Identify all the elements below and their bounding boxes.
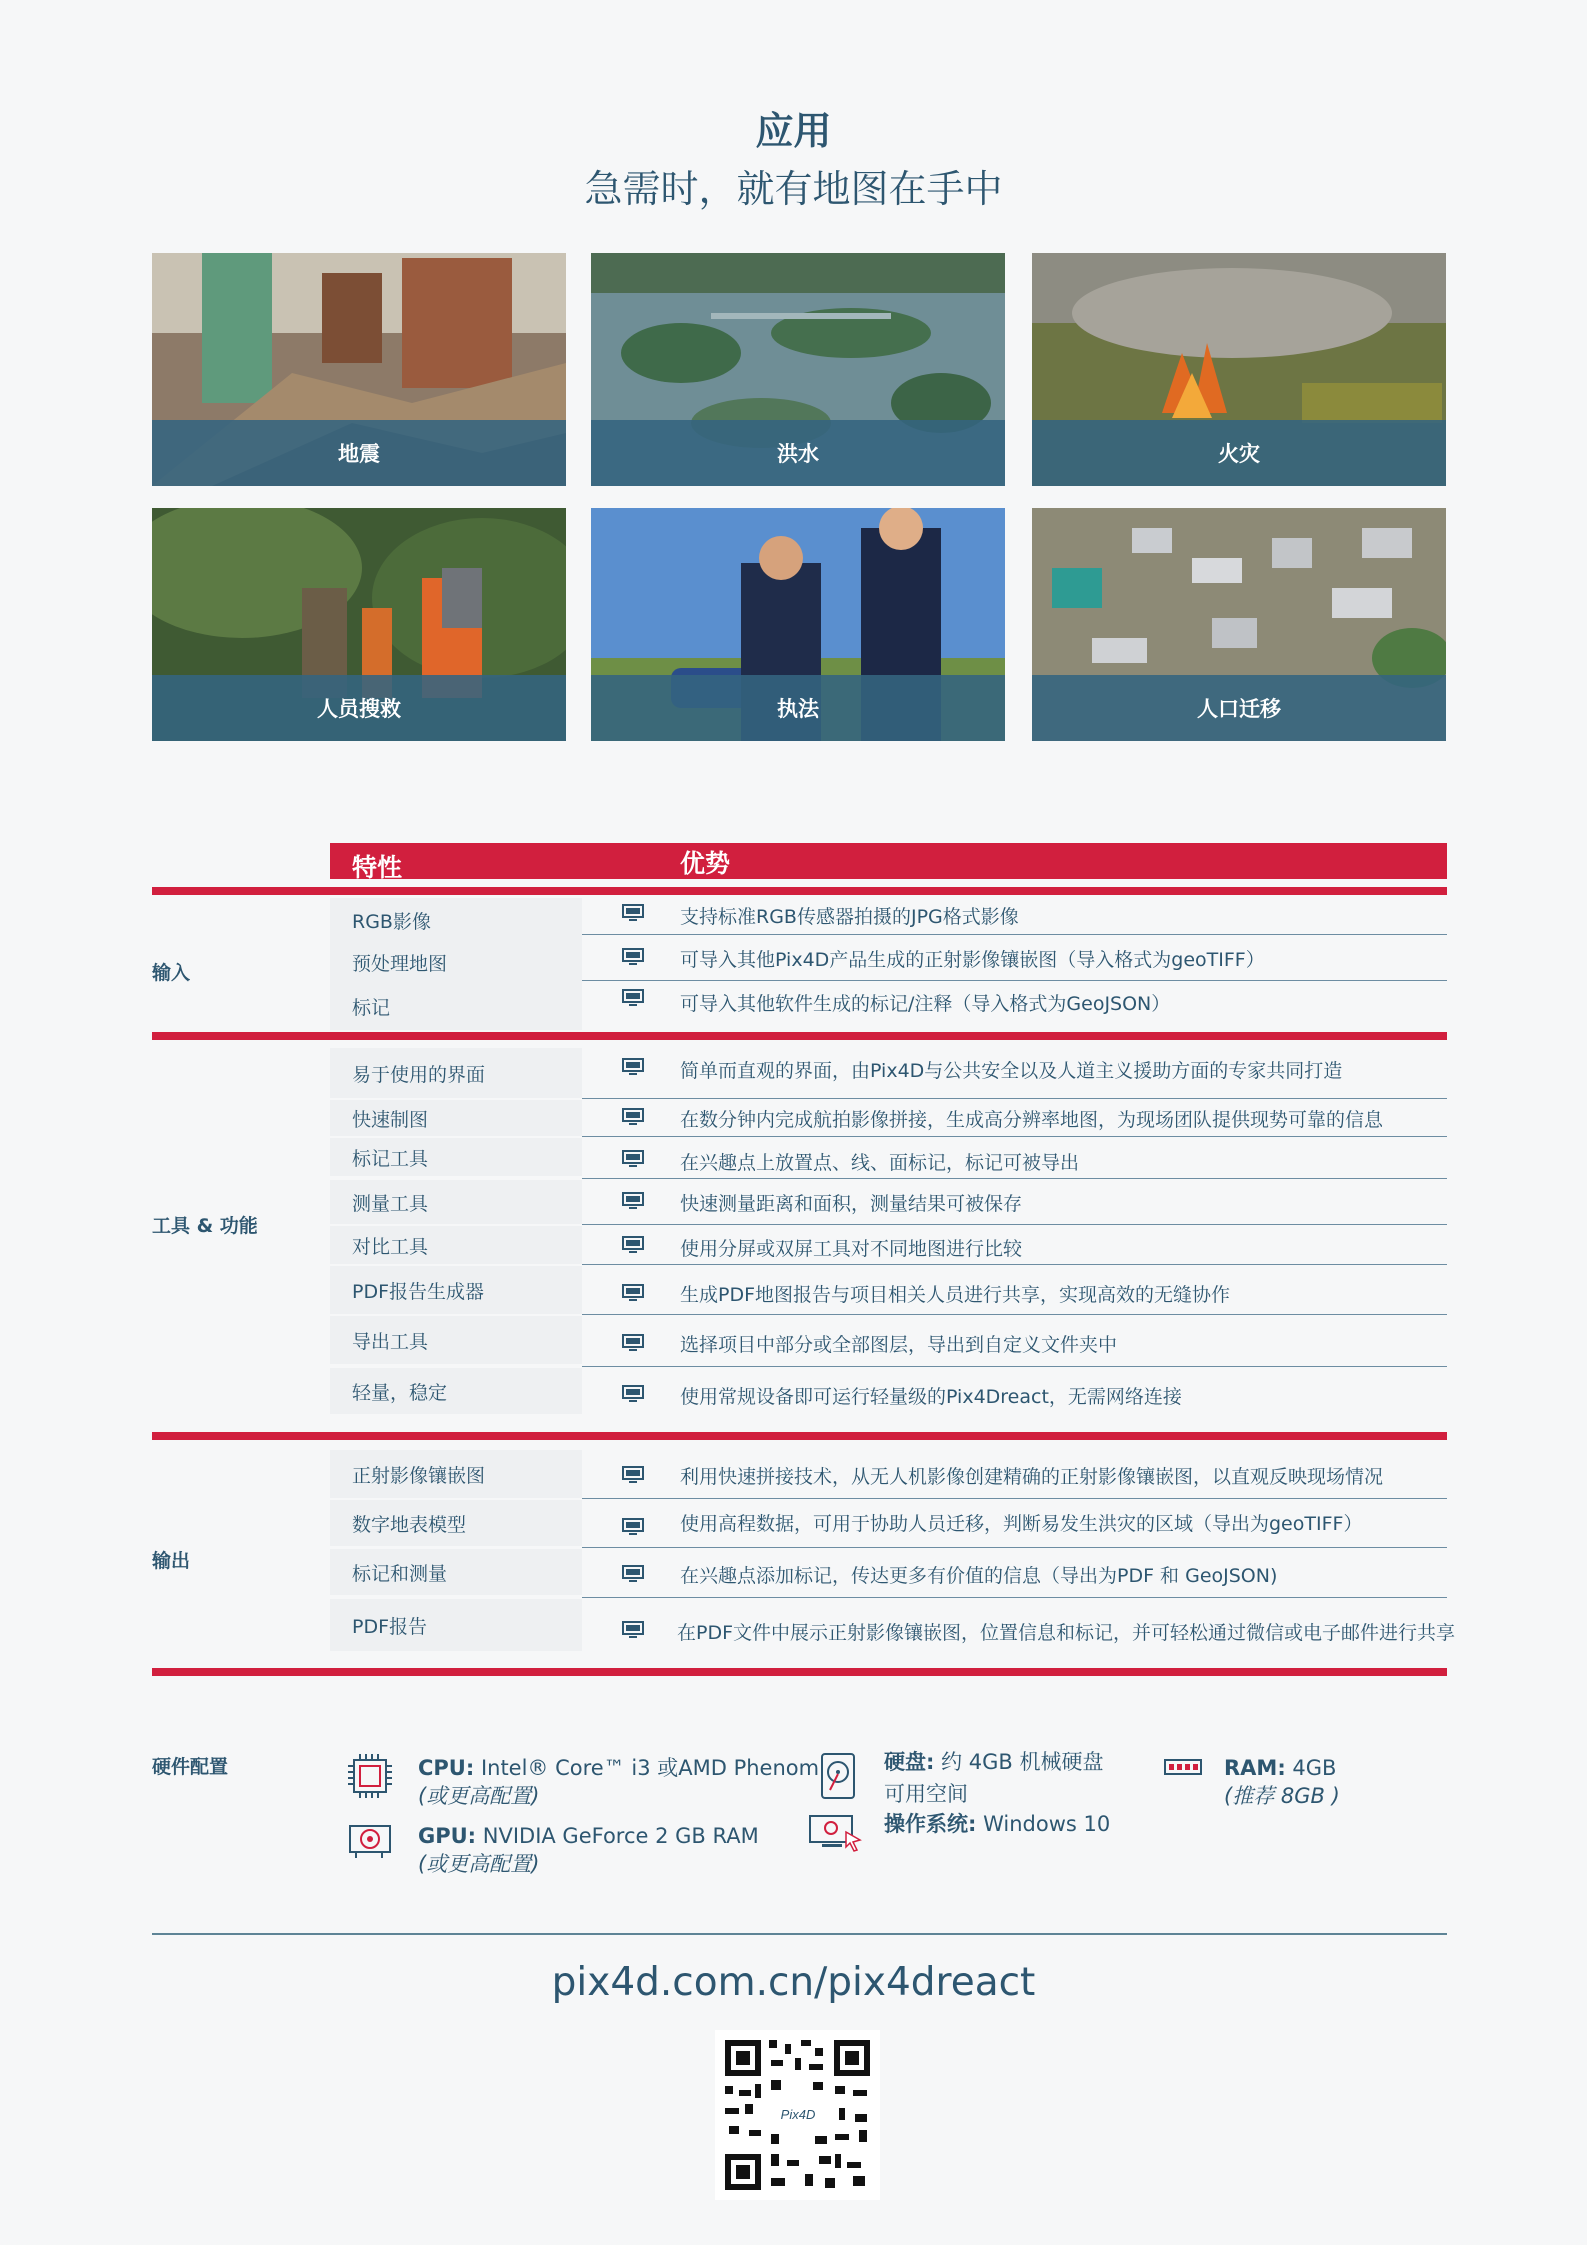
divider — [152, 1032, 1447, 1040]
gpu-note: (或更高配置) — [418, 1852, 540, 1876]
column-header-feature: 特性 — [352, 853, 403, 882]
advantage-cell: 可导入其他软件生成的标记/注释（导入格式为GeoJSON） — [680, 993, 1171, 1015]
table-row — [330, 1450, 1447, 1498]
feature-cell: 对比工具 — [330, 1226, 582, 1264]
feature-cell: 标记和测量 — [330, 1549, 582, 1595]
monitor-icon — [622, 1621, 644, 1641]
advantage-cell: 在兴趣点上放置点、线、面标记，标记可被导出 — [680, 1152, 1080, 1174]
application-tile-law-enforcement — [591, 508, 1005, 741]
page-title: 应用 — [755, 109, 832, 153]
group-label-input: 输入 — [152, 962, 191, 984]
hard-disk-icon — [818, 1752, 858, 1802]
application-tile-migration — [1032, 508, 1446, 741]
os-value: Windows 10 — [976, 1812, 1111, 1836]
feature-cell: 标记工具 — [330, 1138, 582, 1176]
advantage-cell: 可导入其他Pix4D产品生成的正射影像镶嵌图（导入格式为geoTIFF） — [680, 949, 1265, 971]
monitor-icon — [622, 1108, 644, 1128]
table-row — [330, 1368, 1447, 1414]
monitor-icon — [622, 1565, 644, 1585]
monitor-icon — [622, 948, 644, 968]
monitor-icon — [622, 1284, 644, 1304]
advantage-cell: 使用高程数据，可用于协助人员迁移，判断易发生洪灾的区域（导出为geoTIFF） — [680, 1513, 1363, 1535]
os-key: 操作系统: — [884, 1812, 977, 1836]
cpu-spec — [418, 1754, 819, 1810]
monitor-icon — [622, 1334, 644, 1354]
advantage-cell: 快速测量距离和面积，测量结果可被保存 — [680, 1193, 1023, 1215]
row-divider — [582, 934, 1447, 935]
row-divider — [582, 1597, 1447, 1598]
application-tile-earthquake — [152, 253, 566, 486]
feature-cell: PDF报告生成器 — [330, 1266, 582, 1314]
application-label: 火灾 — [1032, 420, 1446, 486]
cpu-note: (或更高配置) — [418, 1784, 540, 1808]
table-row — [330, 1226, 1447, 1264]
advantage-cell: 选择项目中部分或全部图层，导出到自定义文件夹中 — [680, 1334, 1118, 1356]
gpu-icon — [346, 1820, 394, 1860]
advantage-cell: 在PDF文件中展示正射影像镶嵌图，位置信息和标记，并可轻松通过微信或电子邮件进行共享 — [677, 1622, 1456, 1644]
monitor-icon — [622, 1058, 644, 1078]
row-divider — [582, 1498, 1447, 1499]
disk-value: 约 4GB 机械硬盘 — [934, 1750, 1104, 1774]
qr-code — [715, 2030, 880, 2200]
table-row — [330, 1316, 1447, 1364]
cpu-icon — [346, 1752, 394, 1800]
table-row — [330, 1599, 1456, 1651]
advantage-cell: 简单而直观的界面，由Pix4D与公共安全以及人道主义援助方面的专家共同打造 — [680, 1060, 1343, 1082]
advantage-cell: 使用常规设备即可运行轻量级的Pix4Dreact，无需网络连接 — [680, 1386, 1182, 1408]
ram-value: 4GB — [1285, 1756, 1337, 1780]
column-header-advantage: 优势 — [680, 849, 731, 878]
table-row — [330, 1048, 1447, 1098]
table-row — [330, 942, 1447, 982]
application-label: 执法 — [591, 675, 1005, 741]
monitor-icon — [622, 1518, 644, 1538]
gpu-spec — [418, 1822, 759, 1878]
advantage-cell: 支持标准RGB传感器拍摄的JPG格式影像 — [680, 906, 1019, 928]
application-tile-flood — [591, 253, 1005, 486]
row-divider — [582, 1314, 1447, 1315]
ram-key: RAM: — [1224, 1756, 1286, 1780]
ram-note: (推荐 8GB ) — [1224, 1784, 1340, 1808]
disk-key: 硬盘: — [884, 1750, 935, 1774]
disk-value-2: 可用空间 — [884, 1782, 968, 1806]
row-divider — [582, 1366, 1447, 1367]
table-header — [330, 843, 1447, 882]
table-row — [330, 1180, 1447, 1224]
gpu-value: NVIDIA GeForce 2 GB RAM — [476, 1824, 759, 1848]
cpu-value: Intel® Core™ i3 或AMD Phenom — [474, 1756, 820, 1780]
row-divider — [582, 1136, 1447, 1137]
monitor-icon — [622, 1466, 644, 1486]
application-label: 人口迁移 — [1032, 675, 1446, 741]
monitor-icon — [622, 1150, 644, 1170]
application-label: 人员搜救 — [152, 675, 566, 741]
advantage-cell: 使用分屏或双屏工具对不同地图进行比较 — [680, 1238, 1023, 1260]
application-tile-search-rescue — [152, 508, 566, 741]
footer-divider — [152, 1933, 1447, 1935]
advantage-cell: 在数分钟内完成航拍影像拼接，生成高分辨率地图，为现场团队提供现势可靠的信息 — [680, 1109, 1384, 1131]
monitor-icon — [622, 989, 644, 1009]
advantage-cell: 生成PDF地图报告与项目相关人员进行共享，实现高效的无缝协作 — [680, 1284, 1231, 1306]
row-divider — [582, 1098, 1447, 1099]
feature-cell: 导出工具 — [330, 1316, 582, 1364]
table-row — [330, 1100, 1447, 1136]
feature-cell: 轻量，稳定 — [330, 1368, 582, 1414]
group-label-tools: 工具 & 功能 — [152, 1215, 258, 1237]
website-link[interactable]: pix4d.com.cn/pix4dreact — [551, 1960, 1036, 2005]
hardware-label: 硬件配置 — [152, 1756, 229, 1778]
advantage-cell: 利用快速拼接技术，从无人机影像创建精确的正射影像镶嵌图，以直观反映现场情况 — [680, 1466, 1384, 1488]
table-row — [330, 1266, 1447, 1314]
gpu-key: GPU: — [418, 1824, 477, 1848]
divider — [152, 1432, 1447, 1440]
cpu-key: CPU: — [418, 1756, 475, 1780]
row-divider — [582, 1224, 1447, 1225]
monitor-icon — [622, 904, 644, 924]
ram-icon — [1164, 1758, 1202, 1778]
qr-code-graphic — [715, 2030, 880, 2200]
os-icon — [808, 1812, 864, 1852]
application-tile-fire — [1032, 253, 1446, 486]
table-row — [330, 1500, 1447, 1546]
row-divider — [582, 1264, 1447, 1265]
feature-cell: 快速制图 — [330, 1100, 582, 1136]
table-row — [330, 982, 1447, 1030]
feature-cell: RGB影像 — [330, 898, 582, 942]
page-subtitle: 急需时，就有地图在手中 — [584, 167, 1003, 211]
table-row — [330, 898, 1447, 942]
disk-spec — [884, 1748, 1103, 1812]
monitor-icon — [622, 1236, 644, 1256]
divider — [152, 1668, 1447, 1676]
divider — [152, 887, 1447, 895]
row-divider — [582, 1178, 1447, 1179]
feature-cell: 预处理地图 — [330, 942, 582, 982]
application-label: 洪水 — [591, 420, 1005, 486]
monitor-icon — [622, 1385, 644, 1405]
feature-cell: 标记 — [330, 982, 582, 1030]
group-label-output: 输出 — [152, 1550, 191, 1572]
row-divider — [582, 980, 1447, 981]
feature-cell: 数字地表模型 — [330, 1500, 582, 1546]
advantage-cell: 在兴趣点添加标记，传达更多有价值的信息（导出为PDF 和 GeoJSON) — [680, 1565, 1278, 1587]
qr-logo-text: Pix4D — [780, 2107, 816, 2122]
ram-spec — [1224, 1754, 1340, 1810]
feature-cell: 正射影像镶嵌图 — [330, 1450, 582, 1498]
feature-cell: 易于使用的界面 — [330, 1048, 582, 1098]
os-spec — [884, 1810, 1110, 1838]
application-label: 地震 — [152, 420, 566, 486]
row-divider — [582, 1547, 1447, 1548]
table-row — [330, 1549, 1447, 1595]
monitor-icon — [622, 1192, 644, 1212]
table-row — [330, 1138, 1447, 1176]
feature-cell: PDF报告 — [330, 1599, 582, 1651]
feature-cell: 测量工具 — [330, 1180, 582, 1224]
